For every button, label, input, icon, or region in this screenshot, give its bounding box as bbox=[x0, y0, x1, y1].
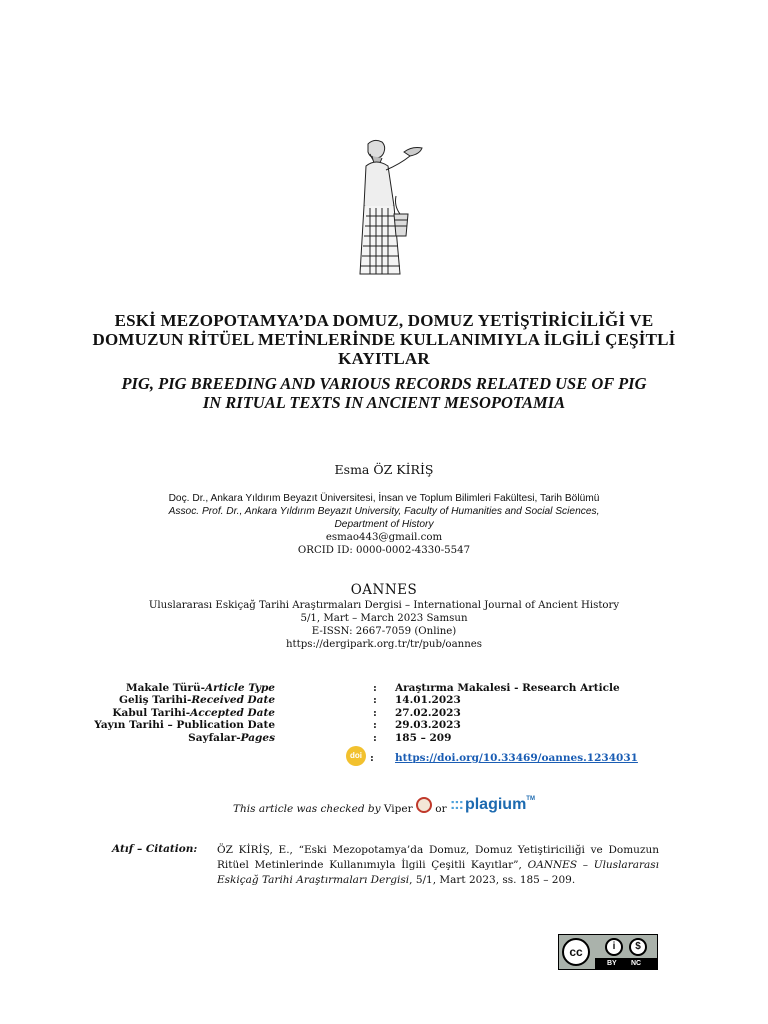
meta-value: Araştırma Makalesi - Research Article bbox=[395, 682, 620, 694]
plagium-logo: ::: plagium™ bbox=[449, 796, 535, 813]
meta-label: Sayfalar-Pages bbox=[188, 732, 275, 744]
assyrian-figure-illustration bbox=[346, 136, 426, 278]
meta-colon: : bbox=[373, 719, 377, 731]
cc-nc-label: NC bbox=[631, 960, 642, 967]
meta-colon: : bbox=[373, 707, 377, 719]
journal-url[interactable]: https://dergipark.org.tr/tr/pub/oannes bbox=[285, 639, 483, 650]
citation-text: ÖZ KİRİŞ, E., “Eski Mezopotamya’da Domuz, Domuz Yetiştiriciliği ve Domuzun Ritüel Metinlerinde Kullanımıyla İlgili Çeşitli Kayıtlar”, OANNES – Uluslararası Eskiçağ Tarihi Araştırmaları Dergisi, 5/1, Mart 2023, ss. 185 – 209. bbox=[217, 844, 659, 886]
meta-row bbox=[119, 694, 670, 707]
doi-icon: doi bbox=[346, 746, 366, 766]
title-en-line2: IN RITUAL TEXTS IN ANCIENT MESOPOTAMIA bbox=[202, 393, 566, 412]
affiliation-en-1: Assoc. Prof. Dr., Ankara Yıldırım Beyazıt University, Faculty of Humanities and Social Sciences, bbox=[168, 506, 600, 517]
meta-value: 14.01.2023 bbox=[395, 694, 461, 706]
cc-icon: cc bbox=[562, 938, 590, 966]
journal-issue: 5/1, Mart – March 2023 Samsun bbox=[300, 613, 468, 624]
meta-value: 27.02.2023 bbox=[395, 707, 461, 719]
meta-label: Kabul Tarihi-Accepted Date bbox=[112, 707, 275, 719]
affiliation-tr: Doç. Dr., Ankara Yıldırım Beyazıt Üniversitesi, İnsan ve Toplum Bilimleri Fakültesi, Tarih Bölümü bbox=[168, 493, 600, 504]
meta-row bbox=[94, 719, 670, 732]
meta-label: Yayın Tarihi – Publication Date bbox=[94, 719, 275, 731]
author-email[interactable]: esmao443@gmail.com bbox=[325, 532, 443, 543]
noncommercial-icon: $ bbox=[629, 938, 647, 956]
meta-colon: : bbox=[373, 694, 377, 706]
plagiarism-check-line bbox=[0, 796, 768, 818]
title-tr-line1: ESKİ MEZOPOTAMYA’DA DOMUZ, DOMUZ YETİŞTİRİCİLİĞİ VE bbox=[114, 311, 654, 330]
meta-value: 185 – 209 bbox=[395, 732, 452, 744]
viper-logo-icon bbox=[416, 797, 432, 813]
meta-label: Makale Türü-Article Type bbox=[125, 682, 275, 694]
meta-label: Geliş Tarihi-Received Date bbox=[119, 694, 275, 706]
cc-by-label: BY bbox=[607, 960, 617, 967]
title-tr-line2: DOMUZUN RİTÜEL METİNLERİNDE KULLANIMIYLA İLGİLİ ÇEŞİTLİ bbox=[92, 330, 676, 349]
doi-colon: : bbox=[370, 752, 374, 764]
citation-label: Atıf – Citation: bbox=[112, 843, 198, 855]
meta-value: 29.03.2023 bbox=[395, 719, 461, 731]
meta-colon: : bbox=[373, 682, 377, 694]
journal-name: OANNES bbox=[350, 582, 418, 598]
creative-commons-badge[interactable] bbox=[558, 934, 658, 970]
meta-colon: : bbox=[373, 732, 377, 744]
attribution-icon: i bbox=[605, 938, 623, 956]
checked-prefix: This article was checked by bbox=[233, 803, 381, 815]
affiliation-en-2: Department of History bbox=[334, 519, 434, 530]
cc-strip bbox=[595, 958, 657, 969]
meta-row bbox=[150, 732, 670, 745]
title-en-line1: PIG, PIG BREEDING AND VARIOUS RECORDS RELATED USE OF PIG bbox=[121, 374, 647, 393]
orcid-id: ORCID ID: 0000-0002-4330-5547 bbox=[297, 545, 471, 556]
or-label: or bbox=[435, 803, 447, 815]
author-name: Esma ÖZ KİRİŞ bbox=[334, 462, 434, 477]
journal-eissn: E-ISSN: 2667-7059 (Online) bbox=[311, 626, 457, 637]
viper-label: Viper bbox=[383, 803, 413, 815]
journal-full-name: Uluslararası Eskiçağ Tarihi Araştırmaları Dergisi – International Journal of Ancient History bbox=[148, 600, 620, 611]
doi-link[interactable]: https://doi.org/10.33469/oannes.1234031 bbox=[395, 752, 638, 764]
title-tr-line3: KAYITLAR bbox=[338, 349, 430, 368]
